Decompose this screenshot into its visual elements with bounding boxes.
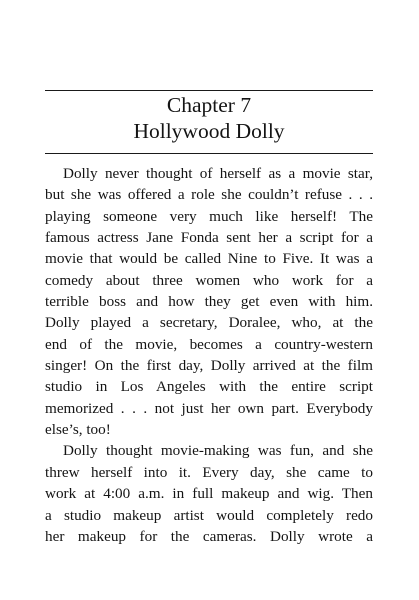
- chapter-title: Hollywood Dolly: [133, 119, 285, 143]
- body-text: [45, 163, 373, 547]
- text-line: Dolly played a secretary, Doralee, who, at the: [45, 314, 373, 332]
- text-line: studio in Los Angeles with the entire script: [45, 378, 373, 396]
- paragraph-2: [45, 440, 373, 547]
- text-line: singer! On the first day, Dolly arrived at the film: [45, 357, 373, 375]
- text-line: but she was offered a role she couldn’t refuse . . .: [45, 186, 373, 204]
- paragraph-1: [45, 163, 373, 440]
- chapter-number: Chapter 7: [166, 93, 252, 117]
- text-line: famous actress Jane Fonda sent her a script for a: [45, 229, 373, 247]
- text-line: comedy about three women who work for a: [45, 271, 373, 289]
- text-line: else’s, too!: [45, 421, 111, 439]
- chapter-heading: [45, 92, 373, 144]
- text-line: terrible boss and how they get even with him.: [45, 293, 373, 311]
- text-line: playing someone very much like herself! The: [45, 207, 373, 225]
- text-line: a studio makeup artist would completely redo: [45, 506, 373, 524]
- text-line: memorized . . . not just her own part. Everybody: [45, 399, 373, 417]
- top-rule: [45, 90, 373, 91]
- text-line: her makeup for the cameras. Dolly wrote a: [45, 527, 373, 545]
- text-line: threw herself into it. Every day, she came to: [45, 463, 373, 481]
- text-line: Dolly thought movie-making was fun, and she: [63, 442, 373, 460]
- bottom-rule: [45, 153, 373, 154]
- text-line: Dolly never thought of herself as a movie star,: [63, 165, 373, 182]
- text-line: end of the movie, becomes a country-western: [45, 335, 373, 353]
- text-line: work at 4:00 a.m. in full makeup and wig. Then: [45, 485, 373, 503]
- text-line: movie that would be called Nine to Five. It was a: [45, 250, 373, 268]
